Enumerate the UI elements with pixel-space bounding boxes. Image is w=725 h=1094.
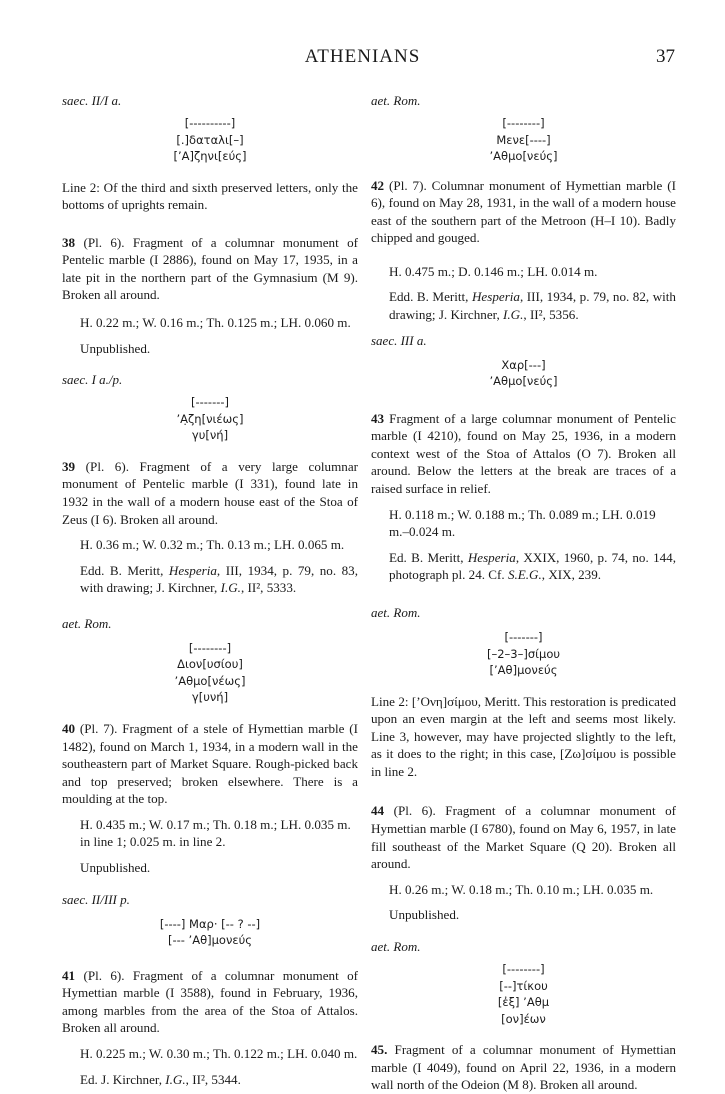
date-label: aet. Rom. [371,605,421,620]
measurements: H. 0.475 m.; D. 0.146 m.; LH. 0.014 m. [389,263,598,279]
entry-number: 42 [371,177,385,193]
catalog-entry [62,234,358,304]
inscription-line: [--]τίκου [499,978,548,993]
measurements: Unpublished. [80,340,151,356]
inscription-line: ’Αθμο[νέως] [174,673,246,688]
entry-description: (Pl. 6). Fragment of a columnar monument of Hymettian marble (I 6780), found on May 6, 1957, in late fill southeast of the Market Square (Q 20). Broken all around. [371,803,676,872]
bib-prefix: Edd. B. Meritt, [389,289,472,305]
bib-detail: , III, 1934, p. 79, no. 82, with drawing; J. Kirchner, [389,289,676,323]
page-number: 37 [656,46,675,67]
catalog-entry [62,458,358,528]
bibliography [371,549,676,584]
entry-description: Fragment of a large columnar monument of Pentelic marble (I 4210), found on May 25, 1936, in a modern context west of the Stoa of Attalos (O 7). Broken all around. Below the letters at the break are traces of a raised surface in relief. [371,410,676,497]
inscription-text [371,961,676,1027]
measurements: H. 0.26 m.; W. 0.18 m.; Th. 0.10 m.; LH. 0.035 m. [389,881,654,897]
inscription-text [62,115,358,165]
right-column [371,84,676,1094]
measurements: Unpublished. [80,860,151,876]
bib-journal: Hesperia [467,549,516,565]
bib-detail: , III, 1934, p. 79, no. 83, with drawing; J. Kirchner, [80,562,358,596]
catalog-entry [371,410,676,498]
date-label: saec. III a. [371,332,427,348]
bib-corpus: I.G. [220,580,241,596]
inscription-line: [----] Μαρ· [-- ? --] [159,916,261,931]
date-label: aet. Rom. [371,93,421,108]
entry-description: Fragment of a columnar monument of Hymettian marble (I 4049), found on April 22, 1936, in a modern wall north of the Odeion (M 8). Broken all around. [371,1042,676,1093]
bibliography [62,1071,358,1089]
catalog-entry [371,177,676,247]
entry-description: (Pl. 7). Fragment of a stele of Hymettian marble (I 1482), found on March 1, 1934, in a modern wall in the southeastern part of Market Square. Rough-picked back and top preserved; broken elsewhere. There is a moulding at the top. [62,720,359,807]
entry-number: 41 [62,967,76,983]
measurements: H. 0.118 m.; W. 0.188 m.; Th. 0.089 m.; LH. 0.019 m.–0.024 m. [389,506,656,540]
inscription-line: ’Αθμο[νεύς] [489,149,558,163]
date-label: saec. II/III p. [62,891,130,907]
bib-prefix: Ed. J. Kirchner, [80,1071,166,1087]
inscription-line: [ον]έων [501,1011,546,1026]
inscription-line: [’Α]ζηνι[εύς] [173,149,247,163]
date-label: aet. Rom. [62,615,112,631]
inscription-text [371,357,676,390]
bib-journal: Hesperia [471,289,520,305]
entry-number: 40 [62,720,76,736]
bib-detail: , XXIX, 1960, p. 74, no. 144, photograph pl. 24. Cf. [389,549,676,583]
bib-corpus: I.G. [165,1071,186,1087]
bib-reference: , II², 5344. [185,1071,241,1087]
measurements: H. 0.36 m.; W. 0.32 m.; Th. 0.13 m.; LH. 0.065 m. [80,537,345,553]
left-column [62,84,358,1088]
commentary-note: Line 2: [’Ονη]σίμου, Meritt. This restoration is predicated upon an even margin at the left and seems most likely. Line 3, however, may have projected slightly to the left, as it does to the right; in this case, [Ζω]σίμου is possible in line 2. [371,693,676,779]
date-label: saec. II/I a. [62,93,122,108]
bib-reference: , XIX, 239. [541,567,602,583]
measurements: H. 0.225 m.; W. 0.30 m.; Th. 0.122 m.; LH. 0.040 m. [80,1046,358,1062]
inscription-text [62,394,358,444]
running-title: ATHENIANS [304,46,421,67]
bib-reference: , II², 5333. [240,580,297,596]
inscription-line: [--------] [502,116,545,130]
inscription-line: [--------] [188,640,232,655]
inscription-text [62,916,358,949]
bib-prefix: Edd. B. Meritt, [80,562,169,578]
inscription-line: ’Α̣ζη[νιέως] [176,411,244,426]
entry-description: (Pl. 6). Fragment of a very large columnar monument of Pentelic marble (I 331), found late in 1932 in the wall of a modern house east of the Stoa of Zeus (I 6). Broken all around. [62,458,358,527]
catalog-entry [371,1041,676,1094]
date-label: saec. I a./p. [62,372,123,388]
inscription-line: Χαρ[---] [501,357,546,372]
date-label: aet. Rom. [371,939,421,955]
catalog-entry [62,720,358,808]
inscription-text [371,629,676,679]
inscription-line: [----------] [184,116,236,130]
inscription-line: [--------] [502,962,545,977]
inscription-line: [ἐξ] ’Αθμ [497,995,550,1010]
inscription-line: γυ[νή] [191,428,229,443]
inscription-text [371,115,676,165]
bibliography [371,288,676,323]
entry-number: 39 [62,458,76,474]
running-header [0,46,725,70]
bib-journal: Hesperia [168,562,217,578]
entry-description: (Pl. 6). Fragment of a columnar monument of Pentelic marble (I 2886), found on May 17, 1935, in a late pit in the northern part of the Gymnasium (M 9). Broken all around. [62,234,358,303]
entry-number: 45. [371,1042,388,1058]
inscription-line: [.]δαταλι[–] [176,132,244,147]
inscription-line: Διον[υσίου] [177,657,243,672]
entry-description: (Pl. 7). Columnar monument of Hymettian marble (I 6), found on May 28, 1931, in the wall of a modern house east of the southern part of the Metroon (H–I 10). Badly chipped and gouged. [371,177,676,246]
bib-corpus: S.E.G. [507,567,542,583]
measurements: H. 0.435 m.; W. 0.17 m.; Th. 0.18 m.; LH. 0.035 m. in line 1; 0.025 m. in line 2. [80,816,351,850]
inscription-line: Μενε[----] [496,132,551,147]
bib-reference: , II², 5356. [523,307,579,323]
bibliography [62,562,358,597]
inscription-text [62,640,358,706]
inscription-line: [--- ’Αθ]μονεύς [167,933,253,948]
entry-description: (Pl. 6). Fragment of a columnar monument of Hymettian marble (I 3588), found in February, 1936, among marbles from the area of the Stoa of Attalos. Broken all around. [62,967,358,1036]
measurements: H. 0.22 m.; W. 0.16 m.; Th. 0.125 m.; LH. 0.060 m. [80,315,351,331]
inscription-line: [–2–3–]σίμου [486,646,561,661]
inscription-line: [-------] [504,630,543,644]
measurements: Unpublished. [389,907,460,923]
entry-number: 38 [62,234,76,250]
catalog-entry [62,967,358,1037]
entry-number: 43 [371,410,385,426]
commentary-note: Line 2: Of the third and sixth preserved letters, only the bottoms of uprights remain. [62,179,358,213]
bib-corpus: I.G. [503,307,524,323]
entry-number: 44 [371,803,385,819]
bib-prefix: Ed. B. Meritt, [389,549,468,565]
inscription-line: [-------] [190,395,230,410]
inscription-line: γ[υνή] [191,690,229,705]
inscription-line: [’Αθ]μονεύς [489,663,558,677]
catalog-entry [371,802,676,872]
inscription-line: ’Αθμο[νεύς] [489,374,558,389]
